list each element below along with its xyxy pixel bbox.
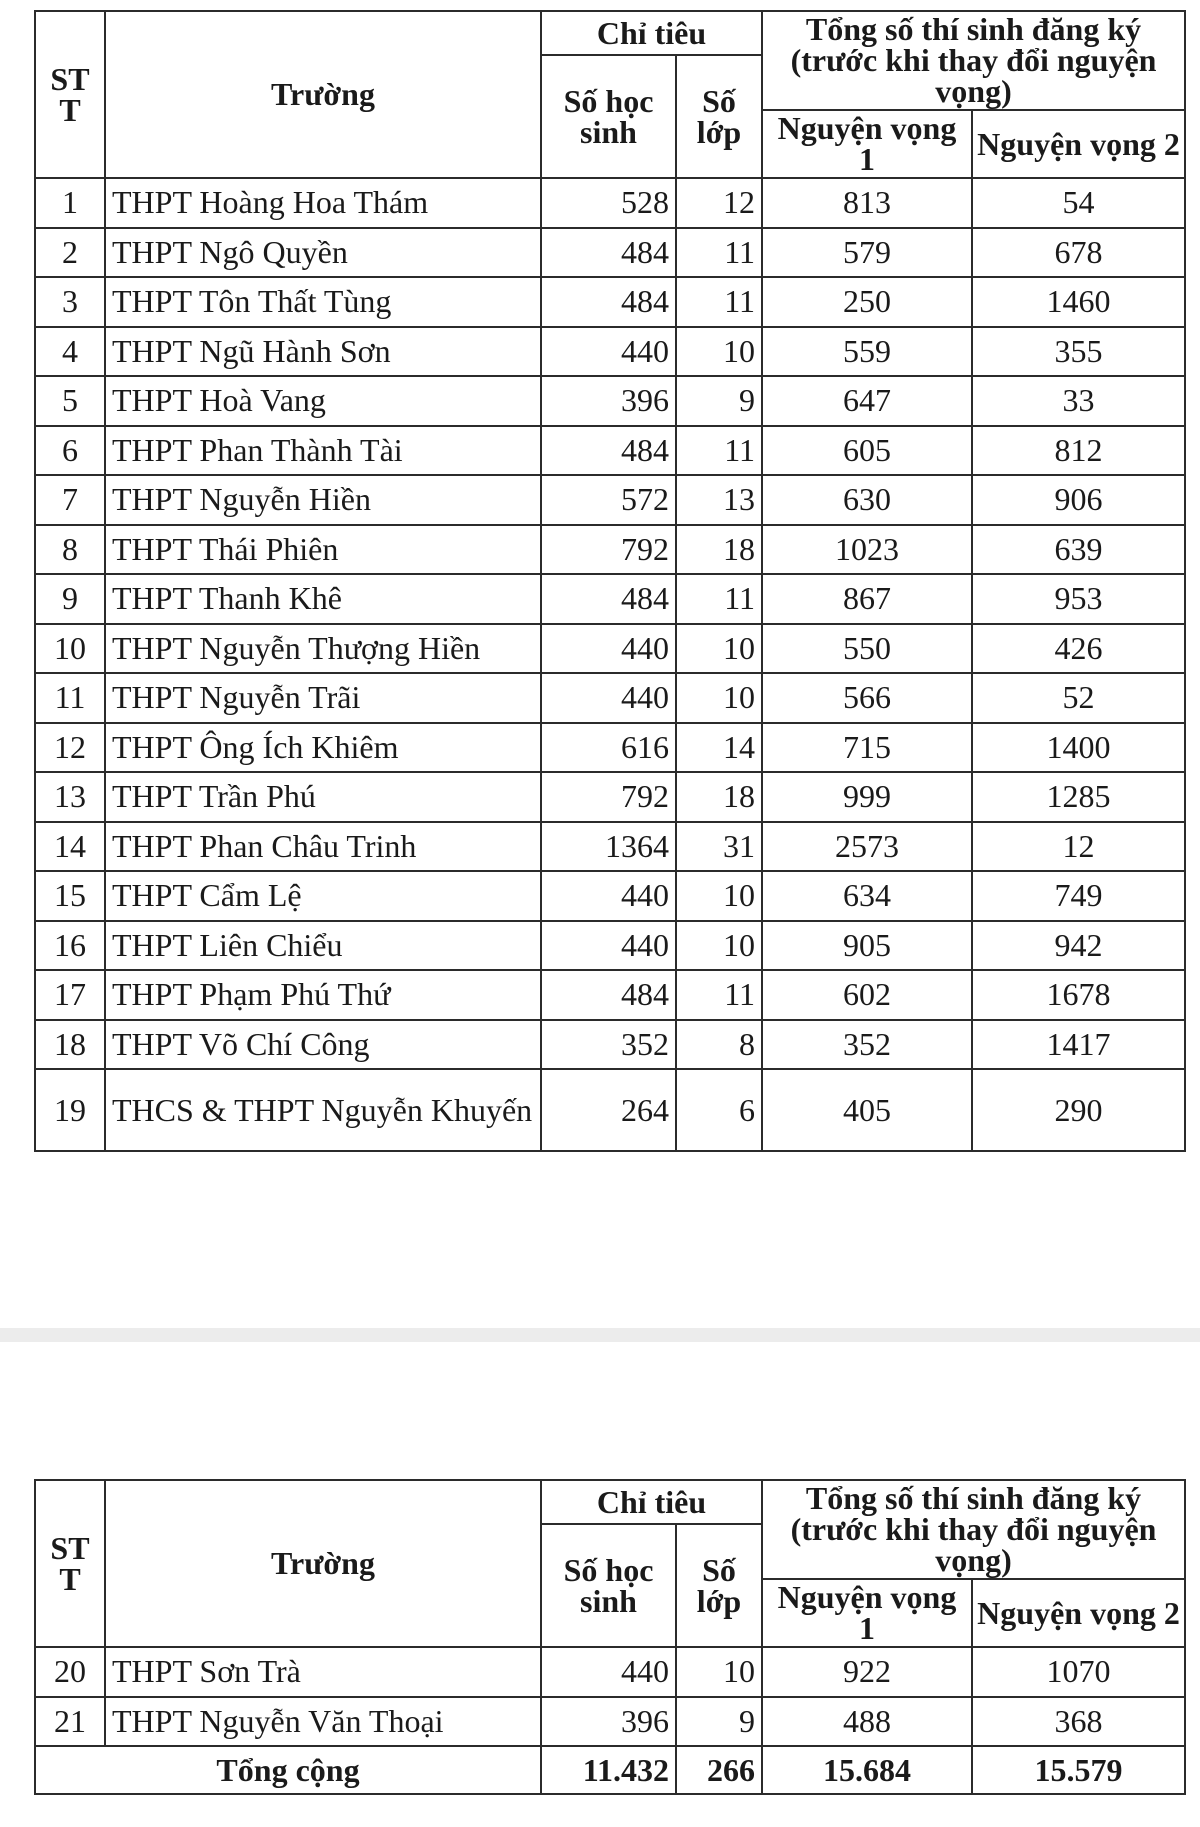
cell-choice-1: 867 xyxy=(762,574,972,624)
cell-stt: 2 xyxy=(35,228,105,278)
cell-choice-2: 1285 xyxy=(972,772,1185,822)
total-students: 11.432 xyxy=(541,1746,676,1794)
cell-choice-1: 630 xyxy=(762,475,972,525)
header-classes: Số lớp xyxy=(676,55,762,178)
cell-choice-1: 602 xyxy=(762,970,972,1020)
cell-classes: 11 xyxy=(676,574,762,624)
table-row xyxy=(35,426,1185,476)
table-body-1 xyxy=(35,178,1185,1151)
table-page-2 xyxy=(0,1342,1200,1827)
total-choice-1: 15.684 xyxy=(762,1746,972,1794)
header-stt: ST T xyxy=(35,11,105,178)
table-row xyxy=(35,1020,1185,1070)
cell-choice-1: 922 xyxy=(762,1647,972,1697)
cell-school-name: THPT Tôn Thất Tùng xyxy=(105,277,541,327)
cell-choice-2: 906 xyxy=(972,475,1185,525)
cell-choice-2: 1460 xyxy=(972,277,1185,327)
total-label: Tổng cộng xyxy=(35,1746,541,1794)
cell-students: 484 xyxy=(541,426,676,476)
cell-stt: 8 xyxy=(35,525,105,575)
table-row xyxy=(35,624,1185,674)
cell-choice-2: 1400 xyxy=(972,723,1185,773)
total-classes: 266 xyxy=(676,1746,762,1794)
cell-choice-1: 488 xyxy=(762,1697,972,1747)
cell-students: 440 xyxy=(541,624,676,674)
cell-choice-1: 813 xyxy=(762,178,972,228)
cell-classes: 8 xyxy=(676,1020,762,1070)
cell-choice-1: 905 xyxy=(762,921,972,971)
cell-choice-2: 812 xyxy=(972,426,1185,476)
cell-stt: 19 xyxy=(35,1069,105,1151)
cell-school-name: THPT Thái Phiên xyxy=(105,525,541,575)
cell-students: 484 xyxy=(541,574,676,624)
table-row xyxy=(35,772,1185,822)
cell-classes: 18 xyxy=(676,525,762,575)
header-quota: Chỉ tiêu xyxy=(541,11,762,55)
cell-school-name: THPT Nguyễn Trãi xyxy=(105,673,541,723)
cell-classes: 9 xyxy=(676,376,762,426)
cell-choice-2: 12 xyxy=(972,822,1185,872)
cell-classes: 10 xyxy=(676,871,762,921)
cell-choice-2: 54 xyxy=(972,178,1185,228)
cell-students: 440 xyxy=(541,921,676,971)
cell-classes: 11 xyxy=(676,426,762,476)
cell-school-name: THPT Hoà Vang xyxy=(105,376,541,426)
page-separator xyxy=(0,1328,1200,1342)
cell-stt: 5 xyxy=(35,376,105,426)
cell-stt: 4 xyxy=(35,327,105,377)
cell-stt: 3 xyxy=(35,277,105,327)
cell-choice-2: 52 xyxy=(972,673,1185,723)
cell-classes: 9 xyxy=(676,1697,762,1747)
cell-students: 440 xyxy=(541,327,676,377)
cell-students: 484 xyxy=(541,228,676,278)
cell-choice-1: 999 xyxy=(762,772,972,822)
table-row xyxy=(35,228,1185,278)
cell-students: 396 xyxy=(541,376,676,426)
cell-classes: 10 xyxy=(676,1647,762,1697)
cell-students: 264 xyxy=(541,1069,676,1151)
cell-students: 792 xyxy=(541,525,676,575)
cell-classes: 10 xyxy=(676,921,762,971)
cell-classes: 13 xyxy=(676,475,762,525)
table-header xyxy=(35,11,1185,178)
header-stt: ST T xyxy=(35,1480,105,1647)
admission-table-part-1 xyxy=(34,10,1186,1152)
table-row xyxy=(35,970,1185,1020)
cell-school-name: THPT Nguyễn Văn Thoại xyxy=(105,1697,541,1747)
cell-classes: 11 xyxy=(676,228,762,278)
cell-classes: 10 xyxy=(676,624,762,674)
cell-choice-1: 715 xyxy=(762,723,972,773)
cell-school-name: THPT Trần Phú xyxy=(105,772,541,822)
cell-classes: 12 xyxy=(676,178,762,228)
table-row xyxy=(35,277,1185,327)
cell-students: 484 xyxy=(541,970,676,1020)
cell-students: 440 xyxy=(541,871,676,921)
table-row xyxy=(35,178,1185,228)
cell-stt: 18 xyxy=(35,1020,105,1070)
cell-choice-2: 639 xyxy=(972,525,1185,575)
table-row xyxy=(35,921,1185,971)
cell-choice-1: 2573 xyxy=(762,822,972,872)
cell-classes: 6 xyxy=(676,1069,762,1151)
cell-students: 484 xyxy=(541,277,676,327)
table-row xyxy=(35,871,1185,921)
cell-school-name: THPT Ngũ Hành Sơn xyxy=(105,327,541,377)
cell-school-name: THCS & THPT Nguyễn Khuyến xyxy=(105,1069,541,1151)
cell-choice-1: 352 xyxy=(762,1020,972,1070)
cell-stt: 10 xyxy=(35,624,105,674)
cell-students: 396 xyxy=(541,1697,676,1747)
cell-choice-2: 426 xyxy=(972,624,1185,674)
cell-stt: 6 xyxy=(35,426,105,476)
cell-students: 616 xyxy=(541,723,676,773)
table-header xyxy=(35,1480,1185,1647)
cell-choice-1: 250 xyxy=(762,277,972,327)
cell-stt: 15 xyxy=(35,871,105,921)
table-total xyxy=(35,1746,1185,1794)
cell-school-name: THPT Sơn Trà xyxy=(105,1647,541,1697)
cell-school-name: THPT Thanh Khê xyxy=(105,574,541,624)
table-row xyxy=(35,574,1185,624)
header-school: Trường xyxy=(105,1480,541,1647)
table-row xyxy=(35,1647,1185,1697)
header-total-registered: Tổng số thí sinh đăng ký (trước khi thay đổi nguyện vọng) xyxy=(762,1480,1185,1579)
admission-table-part-2 xyxy=(34,1479,1186,1795)
cell-students: 792 xyxy=(541,772,676,822)
cell-school-name: THPT Hoàng Hoa Thám xyxy=(105,178,541,228)
cell-stt: 16 xyxy=(35,921,105,971)
cell-classes: 31 xyxy=(676,822,762,872)
cell-stt: 9 xyxy=(35,574,105,624)
header-classes: Số lớp xyxy=(676,1524,762,1647)
cell-choice-2: 290 xyxy=(972,1069,1185,1151)
cell-students: 572 xyxy=(541,475,676,525)
header-total-registered: Tổng số thí sinh đăng ký (trước khi thay đổi nguyện vọng) xyxy=(762,11,1185,110)
table-row xyxy=(35,475,1185,525)
cell-school-name: THPT Phan Thành Tài xyxy=(105,426,541,476)
cell-choice-1: 1023 xyxy=(762,525,972,575)
cell-school-name: THPT Phạm Phú Thứ xyxy=(105,970,541,1020)
cell-choice-2: 33 xyxy=(972,376,1185,426)
header-choice-1: Nguyện vọng 1 xyxy=(762,110,972,178)
table-row xyxy=(35,822,1185,872)
cell-choice-2: 953 xyxy=(972,574,1185,624)
cell-school-name: THPT Ngô Quyền xyxy=(105,228,541,278)
table-row xyxy=(35,376,1185,426)
cell-school-name: THPT Liên Chiểu xyxy=(105,921,541,971)
header-students: Số học sinh xyxy=(541,55,676,178)
cell-classes: 10 xyxy=(676,327,762,377)
cell-stt: 1 xyxy=(35,178,105,228)
cell-students: 440 xyxy=(541,1647,676,1697)
total-choice-2: 15.579 xyxy=(972,1746,1185,1794)
cell-stt: 11 xyxy=(35,673,105,723)
cell-choice-1: 566 xyxy=(762,673,972,723)
cell-choice-2: 1417 xyxy=(972,1020,1185,1070)
cell-choice-1: 647 xyxy=(762,376,972,426)
table-row xyxy=(35,1697,1185,1747)
header-school: Trường xyxy=(105,11,541,178)
table-body-2 xyxy=(35,1647,1185,1746)
cell-stt: 13 xyxy=(35,772,105,822)
cell-students: 440 xyxy=(541,673,676,723)
cell-school-name: THPT Ông Ích Khiêm xyxy=(105,723,541,773)
header-quota: Chỉ tiêu xyxy=(541,1480,762,1524)
cell-choice-1: 550 xyxy=(762,624,972,674)
cell-choice-2: 1070 xyxy=(972,1647,1185,1697)
cell-choice-2: 749 xyxy=(972,871,1185,921)
cell-choice-2: 1678 xyxy=(972,970,1185,1020)
table-row xyxy=(35,327,1185,377)
cell-choice-1: 405 xyxy=(762,1069,972,1151)
header-choice-1: Nguyện vọng 1 xyxy=(762,1579,972,1647)
table-row xyxy=(35,723,1185,773)
table-row xyxy=(35,673,1185,723)
cell-choice-2: 368 xyxy=(972,1697,1185,1747)
cell-choice-1: 605 xyxy=(762,426,972,476)
cell-students: 1364 xyxy=(541,822,676,872)
cell-school-name: THPT Cẩm Lệ xyxy=(105,871,541,921)
cell-stt: 17 xyxy=(35,970,105,1020)
cell-stt: 7 xyxy=(35,475,105,525)
cell-classes: 11 xyxy=(676,970,762,1020)
table-row xyxy=(35,1069,1185,1151)
cell-students: 528 xyxy=(541,178,676,228)
cell-choice-2: 942 xyxy=(972,921,1185,971)
cell-students: 352 xyxy=(541,1020,676,1070)
cell-school-name: THPT Nguyễn Hiền xyxy=(105,475,541,525)
cell-choice-2: 678 xyxy=(972,228,1185,278)
cell-school-name: THPT Nguyễn Thượng Hiền xyxy=(105,624,541,674)
header-choice-2: Nguyện vọng 2 xyxy=(972,110,1185,178)
cell-choice-1: 634 xyxy=(762,871,972,921)
cell-choice-2: 355 xyxy=(972,327,1185,377)
cell-stt: 20 xyxy=(35,1647,105,1697)
cell-school-name: THPT Phan Châu Trinh xyxy=(105,822,541,872)
table-row xyxy=(35,525,1185,575)
header-students: Số học sinh xyxy=(541,1524,676,1647)
cell-stt: 14 xyxy=(35,822,105,872)
header-choice-2: Nguyện vọng 2 xyxy=(972,1579,1185,1647)
total-row xyxy=(35,1746,1185,1794)
cell-classes: 11 xyxy=(676,277,762,327)
cell-stt: 12 xyxy=(35,723,105,773)
cell-choice-1: 559 xyxy=(762,327,972,377)
cell-stt: 21 xyxy=(35,1697,105,1747)
cell-classes: 18 xyxy=(676,772,762,822)
cell-classes: 14 xyxy=(676,723,762,773)
cell-classes: 10 xyxy=(676,673,762,723)
cell-choice-1: 579 xyxy=(762,228,972,278)
cell-school-name: THPT Võ Chí Công xyxy=(105,1020,541,1070)
